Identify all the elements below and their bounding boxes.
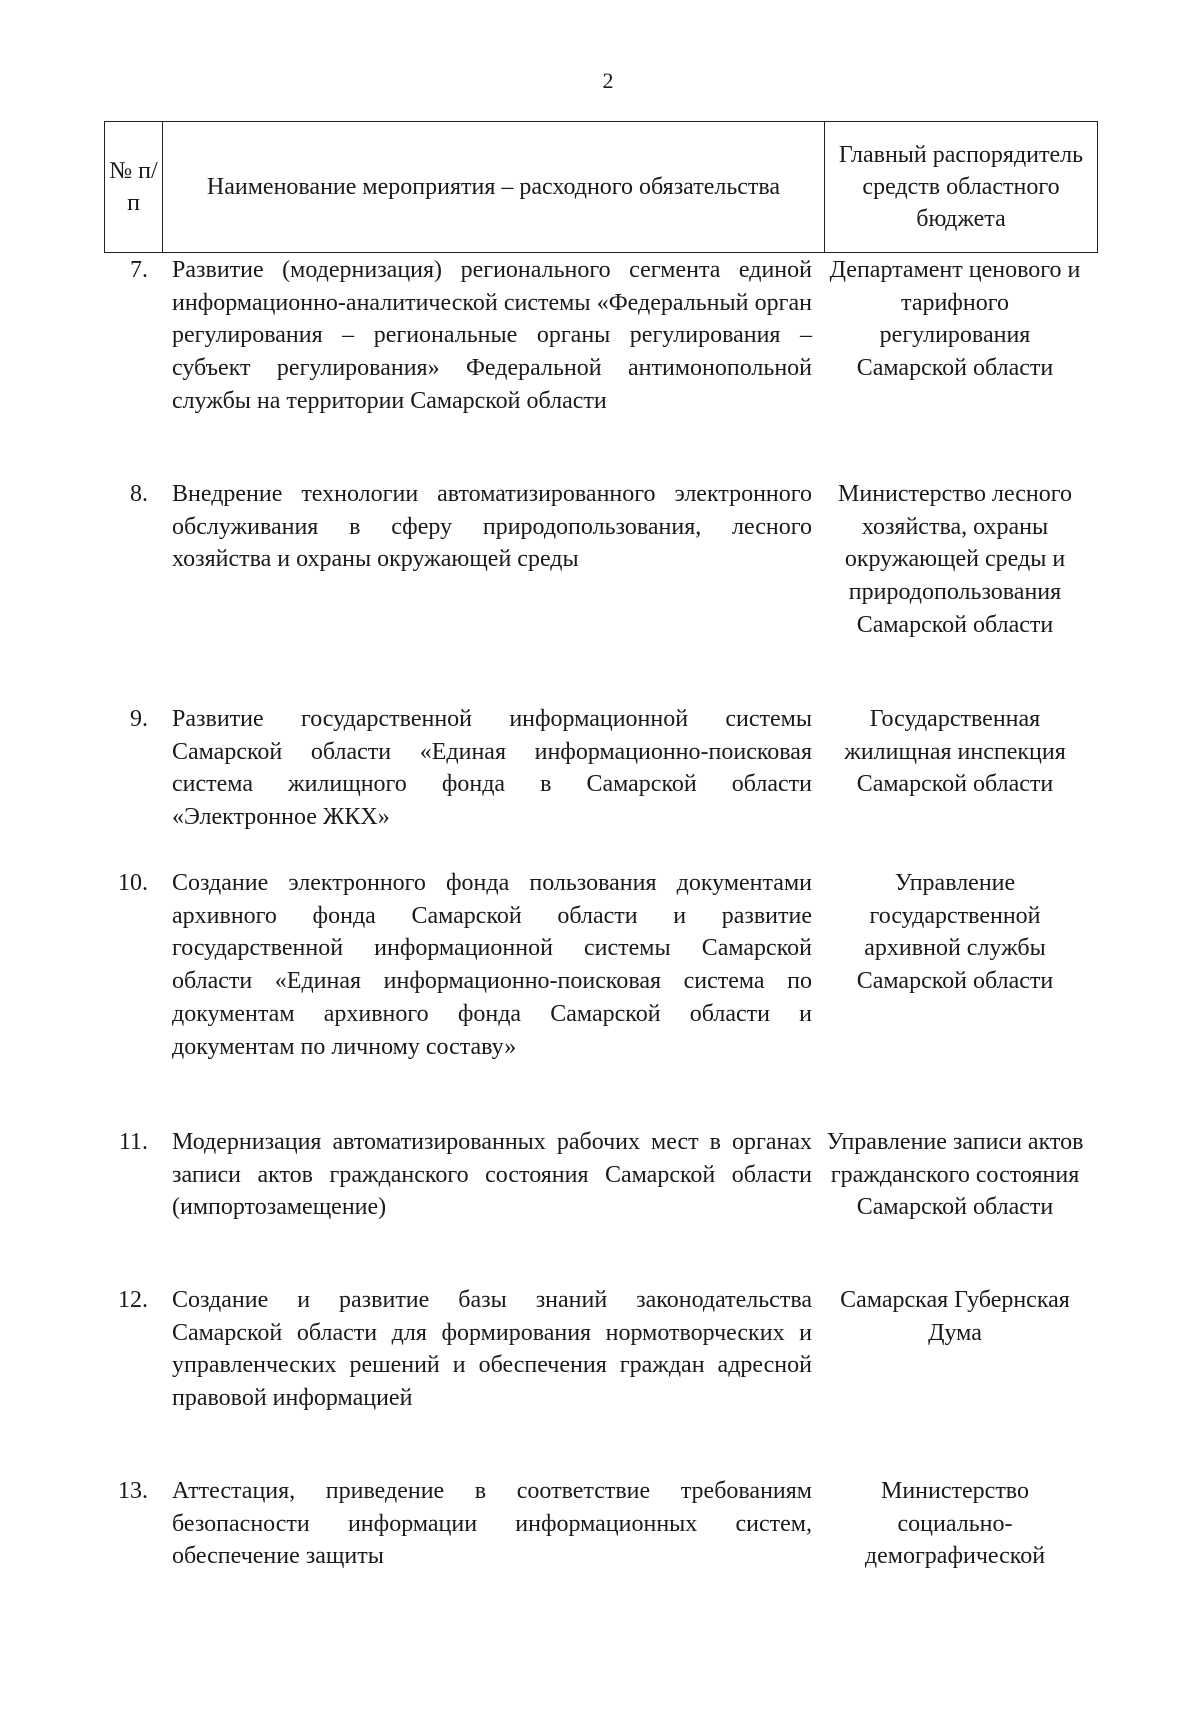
row-number: 8.	[130, 481, 148, 507]
header-manager: Главный распорядитель средств областного бюджета	[838, 142, 1084, 232]
row-manager: Министерство лесного хозяйства, охраны окружающей среды и природопользования Самарской области	[838, 481, 1072, 638]
row-manager: Управление записи актов гражданского состояния Самарской области	[826, 1129, 1084, 1221]
row-number: 9.	[130, 706, 148, 732]
row-manager: Государственная жилищная инспекция Самарской области	[844, 706, 1066, 798]
row-name: Развитие (модернизация) регионального сегмента единой информационно-аналитической системы «Федеральный орган регулирования – региональные органы регулирования – субъект регулирования» Федеральной антимонопольной службы на территории Самарской области	[172, 257, 812, 414]
row-name: Создание и развитие базы знаний законодательства Самарской области для формирования нормотворческих и управленческих решений и обеспечения граждан адресной правовой информацией	[172, 1287, 812, 1412]
page-number: 2	[602, 68, 614, 93]
row-manager: Департамент ценового и тарифного регулирования Самарской области	[829, 257, 1081, 382]
row-number: 10.	[118, 870, 148, 896]
row-name: Модернизация автоматизированных рабочих мест в органах записи актов гражданского состояния Самарской области (импортозамещение)	[172, 1129, 812, 1221]
header-num: № п/п	[105, 122, 163, 252]
row-number: 12.	[118, 1287, 148, 1313]
row-name: Создание электронного фонда пользования документами архивного фонда Самарской области и развитие государственной информационной системы Самарской области «Единая информационно-поисковая система по документам архивного фонда Самарской области и документам по личному составу»	[172, 870, 812, 1060]
table-header	[104, 121, 1098, 253]
row-number: 7.	[130, 257, 148, 283]
row-name: Аттестация, приведение в соответствие требованиям безопасности информации информационных систем, обеспечение защиты	[172, 1478, 812, 1570]
row-manager: Министерство социально-демографической	[864, 1478, 1046, 1570]
row-number: 11.	[118, 1129, 148, 1155]
row-manager: Управление государственной архивной службы Самарской области	[856, 870, 1054, 995]
row-name: Развитие государственной информационной системы Самарской области «Единая информационно-поисковая система жилищного фонда в Самарской области «Электронное ЖКХ»	[172, 706, 812, 831]
header-name: Наименование мероприятия – расходного обязательства	[163, 122, 825, 252]
row-number: 13.	[118, 1478, 148, 1504]
row-manager: Самарская Губернская Дума	[840, 1287, 1070, 1346]
row-name: Внедрение технологии автоматизированного электронного обслуживания в сферу природопользования, лесного хозяйства и охраны окружающей среды	[172, 481, 812, 573]
